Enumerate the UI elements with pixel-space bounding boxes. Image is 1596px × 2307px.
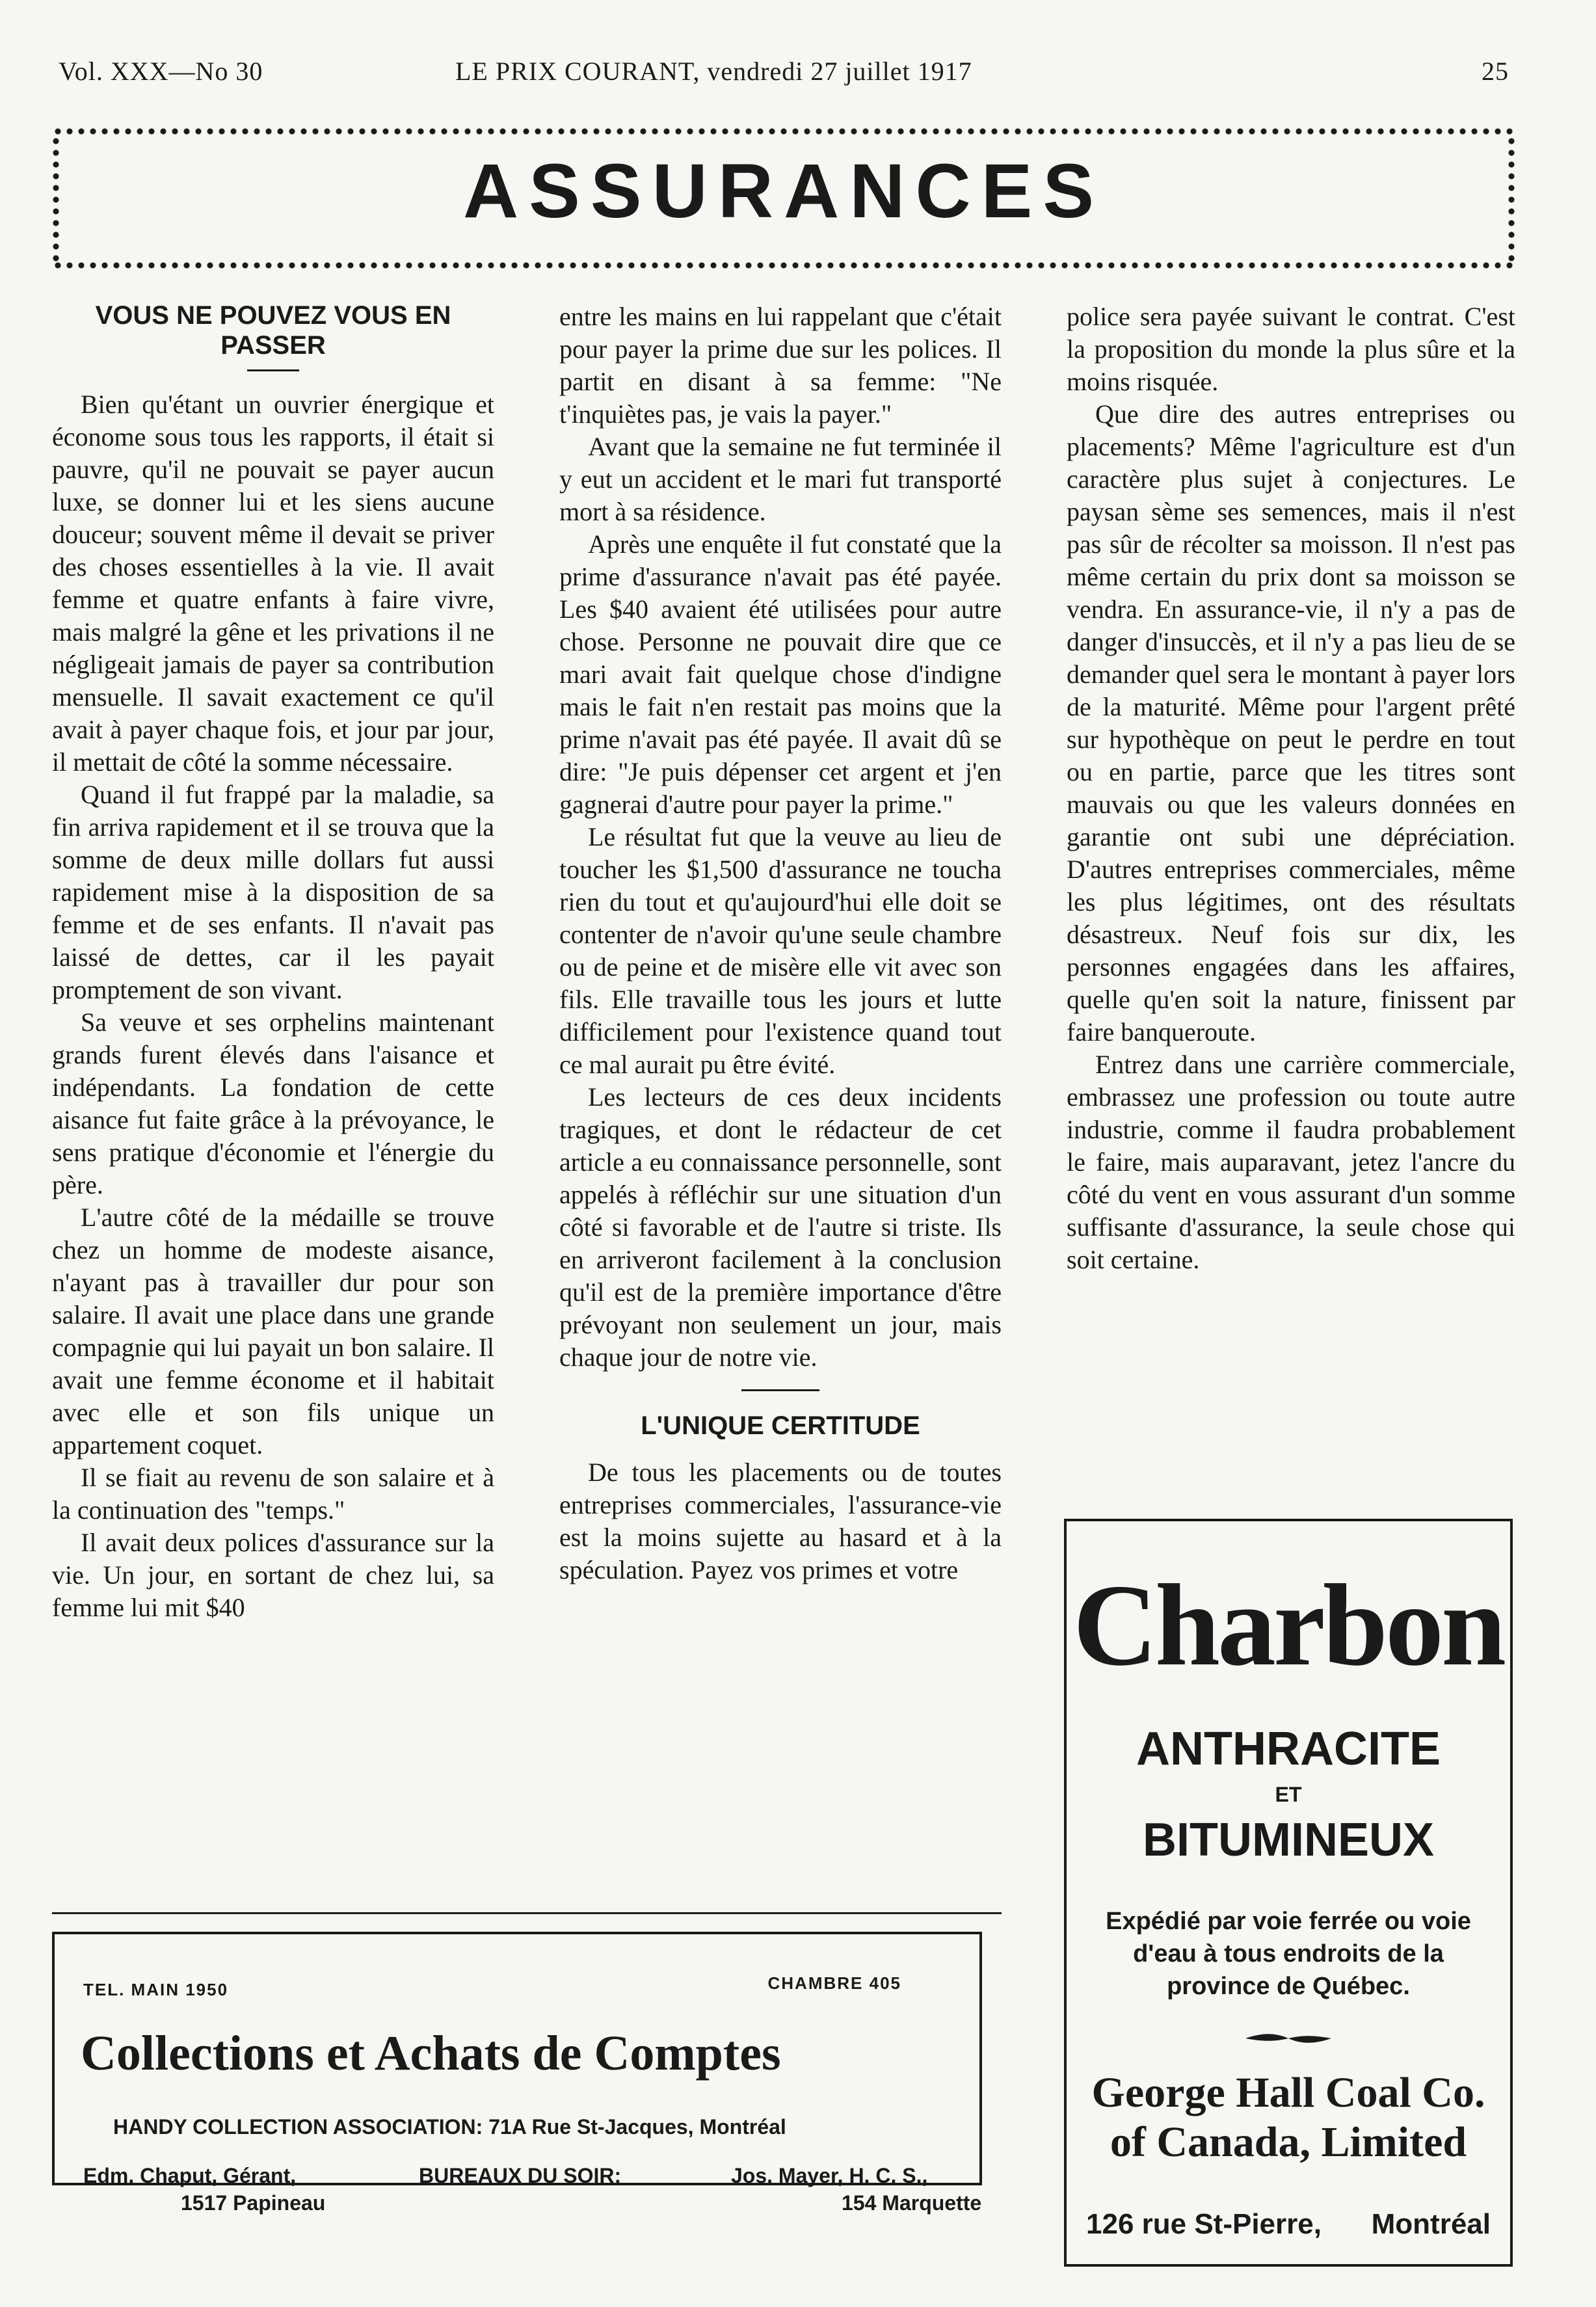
column-1 — [52, 300, 494, 1624]
article-paragraph: De tous les placements ou de toutes entreprises commerciales, l'assurance-vie est la moins sujette au hasard et à la spéculation. Payez vos primes et votre — [559, 1458, 1002, 1584]
article-paragraph: Il se fiait au revenu de son salaire et à la continuation des "temps." — [52, 1463, 494, 1525]
ad-manager-name: Edm. Chaput, Gérant, — [83, 2164, 297, 2187]
article-headline: VOUS NE POUVEZ VOUS EN PASSER — [95, 301, 451, 360]
article-paragraph: Entrez dans une carrière commerciale, embrassez une profession ou toute autre industrie, comme il faudra probablement le faire, mais auparavant, jetez l'ancre du côté du vent en vous assurant d'un somme suffisante d'assurance, la seule chose qui soit certaine. — [1067, 1050, 1515, 1274]
ornament-icon — [1243, 2031, 1334, 2046]
ad-other-name: Jos. Mayer, H. C. S., — [731, 2164, 928, 2187]
article-paragraph: Les lecteurs de ces deux incidents tragiques, et dont le rédacteur de cet article a eu connaissance personnelle, sont appelés à réfléchir sur une situation d'un côté si favorable et de l'autre si triste. Ils en arriveront facilement à la conclusion qu'il est de la première importance d'être prévoyant non seulement un jour, mais chaque jour de notre vie. — [559, 1082, 1002, 1372]
collections-advertisement — [52, 1932, 982, 2215]
article-divider — [741, 1389, 819, 1391]
coal-company-address — [1086, 2208, 1491, 2241]
article-paragraph: entre les mains en lui rappelant que c'était pour payer la prime due sur les polices. Il partit en disant à sa femme: "Ne t'inquiètes pas, je vais la payer." — [559, 302, 1002, 429]
ad-other-address: 154 Marquette — [842, 2191, 982, 2215]
article-paragraph: Quand il fut frappé par la maladie, sa fin arriva rapidement et il se trouva que la somme de deux mille dollars fut aussi rapidement mise à la disposition de sa femme et de ses enfants. Il n'avait pas laissé de dettes, car il les payait promptement de son vivant. — [52, 780, 494, 1004]
section-banner — [52, 127, 1515, 269]
ad-manager-address: 1517 Papineau — [181, 2191, 326, 2215]
coal-type-anthracite: ANTHRACITE — [1136, 1723, 1441, 1775]
article-paragraph: Il avait deux polices d'assurance sur la vie. Un jour, en sortant de chez lui, sa femme lui mit $40 — [52, 1528, 494, 1622]
article-paragraph: L'autre côté de la médaille se trouve chez un homme de modeste aisance, n'ayant pas à travailler dur pour son salaire. Il avait une place dans une grande compagnie qui lui payait un bon salaire. Il avait une femme économe et il habitait avec elle et son fils unique un appartement coquet. — [52, 1203, 494, 1460]
article-paragraph: Avant que la semaine ne fut terminée il y eut un accident et le mari fut transporté mort à sa résidence. — [559, 432, 1002, 526]
coal-company-name — [1067, 2068, 1510, 2167]
article-paragraph: police sera payée suivant le contrat. C'est la proposition du monde la plus sûre et la moins risquée. — [1067, 302, 1515, 396]
running-head — [59, 56, 1509, 95]
newspaper-title: LE PRIX COURANT, vendredi 27 juillet 1917 — [455, 57, 972, 86]
article-paragraph: Sa veuve et ses orphelins maintenant grands furent élevés dans l'aisance et indépendants. La fondation de cette aisance fut faite grâce à la prévoyance, le sens pratique d'économie et l'énergie du père. — [52, 1007, 494, 1199]
coal-city: Montréal — [1371, 2208, 1491, 2240]
coal-street-address: 126 rue St-Pierre, — [1086, 2208, 1322, 2240]
banner-dotted-rule-top — [52, 127, 1515, 135]
ad-evening-offices: BUREAUX DU SOIR: — [419, 2164, 622, 2187]
article-paragraph: Le résultat fut que la veuve au lieu de toucher les $1,500 d'assurance ne toucha rien du tout et qu'aujourd'hui elle doit se contenter de n'avoir qu'une seule chambre ou de peine et de misère elle vit avec son fils. Elle travaille tous les jours et lutte difficilement pour l'existence quand tout ce mal aurait pu être évité. — [559, 822, 1002, 1079]
article-paragraph: Que dire des autres entreprises ou placements? Même l'agriculture est d'un caractère plus sujet à conjectures. Le paysan sème ses semences, mais il n'est pas sûr de récolter sa moisson. Il n'est pas même certain du prix dont sa moisson se vendra. En assurance-vie, il n'y a pas de danger d'insuccès, et il n'y a pas lieu de se demander quel sera le montant à payer lors de la maturité. Même pour l'argent prêté sur hypothèque on peut le perdre en tout ou en partie, parce que les titres sont mauvais ou que les valeurs données en garantie ont subi une dépréciation. D'autres entreprises commerciales, même les plus légitimes, ont des résultats désastreux. Neuf fois sur dix, les personnes engagées dans les affaires, quelle qu'en soit la nature, finissent par faire banqueroute. — [1067, 399, 1515, 1047]
article-paragraph: Après une enquête il fut constaté que la prime d'assurance n'avait pas été payée. Les $40 avaient été utilisées pour autre chose. Personne ne pouvait dire que ce mari avait fait quelque chose d'indigne mais le fait n'en restait pas moins que la prime n'avait pas été payée. Il avait dû se dire: "Je puis dépenser cet argent et j'en gagnerai d'autre pour payer la prime." — [559, 529, 1002, 819]
column-3 — [1067, 300, 1515, 1276]
ad-title: Collections et Achats de Comptes — [81, 2026, 781, 2081]
coal-ad-title: Charbon — [1072, 1560, 1504, 1690]
coal-company-line-1: George Hall Coal Co. — [1091, 2069, 1485, 2116]
volume-number: Vol. XXX—No 30 — [59, 57, 263, 86]
ad-room-number: CHAMBRE 405 — [767, 1973, 901, 1993]
ad-other-contact — [731, 2162, 981, 2217]
coal-advertisement — [1064, 1519, 1513, 2267]
article-headline: L'UNIQUE CERTITUDE — [641, 1411, 920, 1440]
article-paragraph: Bien qu'étant un ouvrier énergique et économe sous tous les rapports, il était si pauvre, qu'il ne pouvait se payer aucun luxe, se donner lui et les siens aucune douceur; souvent même il devait se priver des choses essentielles à la vie. Il avait femme et quatre enfants à faire vivre, mais malgré la gêne et les privations il ne négligeait jamais de payer sa contribution mensuelle. Il savait exactement ce qu'il avait à payer chaque fois, et jour par jour, il mettait de côté la somme nécessaire. — [52, 390, 494, 777]
section-title: ASSURANCES — [462, 148, 1105, 234]
ad-association: HANDY COLLECTION ASSOCIATION: 71A Rue St-Jacques, Montréal — [113, 2115, 786, 2139]
ad-telephone: TEL. MAIN 1950 — [83, 1980, 229, 1999]
headline-divider — [247, 369, 299, 371]
column-2 — [559, 300, 1002, 1586]
coal-company-line-2: of Canada, Limited — [1110, 2118, 1467, 2166]
column-footer-rule — [52, 1912, 1002, 1914]
page-number: 25 — [1482, 57, 1509, 86]
coal-shipping-text: Expédié par voie ferrée ou voie d'eau à tous endroits de la province de Québec. — [1106, 1908, 1471, 2000]
ad-manager — [83, 2162, 325, 2217]
coal-type-bituminous: BITUMINEUX — [1143, 1814, 1434, 1866]
banner-dotted-rule-bottom — [52, 261, 1515, 269]
coal-conjunction: ET — [1275, 1783, 1302, 1806]
